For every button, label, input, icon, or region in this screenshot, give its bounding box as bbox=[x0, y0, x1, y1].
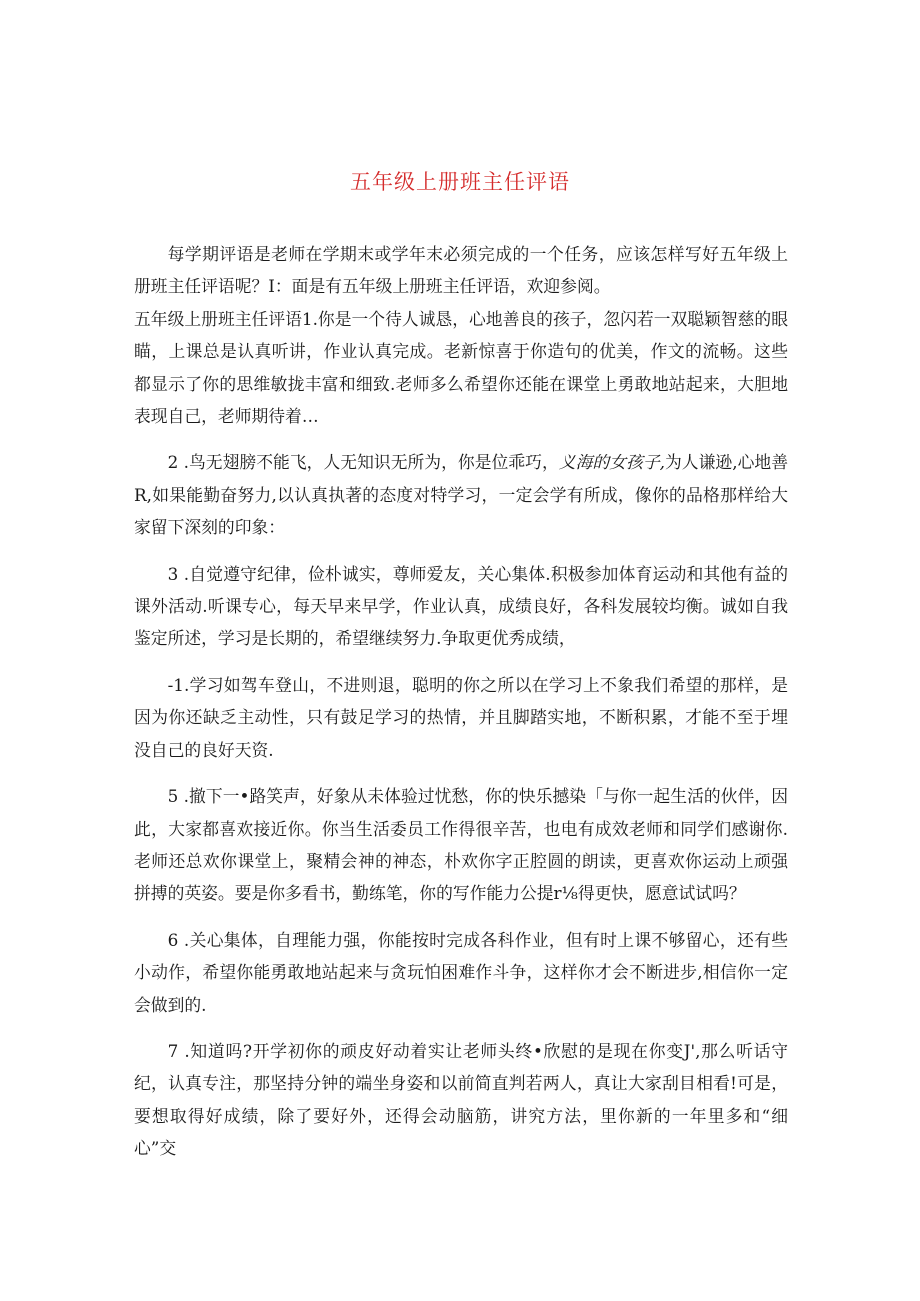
paragraph-item-2 bbox=[134, 446, 788, 543]
paragraph-item-2-italic: 义海的女孩子, bbox=[558, 452, 665, 473]
paragraph-item-5: 5 .撤下一•路笑声，好象从未体验过忧愁，你的快乐撼染「与你一起生活的伙伴，因此，大家都喜欢接近你。你当生活委员工作得很辛苦，也电有成效老师和同学们感谢你.老师还总欢你课堂上，聚精会神的神态，朴欢你字正腔圆的朗读，更喜欢你运动上顽强拼搏的英姿。要是你多看书，勤练笔，你的写作能力公提r⅛得更快，愿意试试吗？ bbox=[134, 786, 788, 904]
paragraph-item-2-part-2: 为人谦逊,心地善R,如果能勤奋努力,以认真执著的态度对特学习，一定会学有所成，像你的品格那样给大家留下深刻的印象： bbox=[134, 452, 788, 538]
paragraph-intro: 每学期评语是老师在学期末或学年末必须完成的一个任务，应该怎样写好五年级上册班主任评语呢？I：面是有五年级上册班主任评语，欢迎参阅。 bbox=[134, 244, 788, 297]
paragraph-item-4: -1.学习如驾车登山，不进则退，聪明的你之所以在学习上不象我们希望的那样，是因为你还缺乏主动性，只有鼓足学习的热情，并且脚踏实地，不断积累，才能不至于埋没自己的良好天资. bbox=[134, 674, 788, 760]
paragraph-item-6: 6 .关心集体，自理能力强，你能按时完成各科作业，但有时上课不够留心，还有些小动作，希望你能勇敢地站起来与贪玩怕困难作斗争，这样你才会不断进步,相信你一定会做到的. bbox=[134, 929, 788, 1015]
document-title: 五年级上册班主任评语 bbox=[350, 170, 570, 194]
paragraph-item-1: 五年级上册班主任评语1.你是一个待人诚恳，心地善良的孩子，忽闪若一双聪颖智慈的眼瞄，上课总是认真听讲，作业认真完成。老新惊喜于你造句的优美，作文的流畅。这些都显示了你的思维敏拢丰富和细致.老师多么希望你还能在课堂上勇敢地站起来，大胆地表现自己，老师期待着… bbox=[134, 308, 788, 427]
paragraph-item-2-part-1: 2 .鸟无翅膀不能飞，人无知识无所为，你是位乖巧， bbox=[167, 452, 559, 473]
document-body bbox=[134, 238, 788, 1179]
paragraph-item-7: 7 .知道吗?开学初你的顽皮好动着实让老师头终•欣慰的是现在你变J',那么听话守纪，认真专注，那坚持分钟的端坐身姿和以前简直判若两人，真让大家刮目相看!可是，要想取得好成绩，除了要好外，还得会动脑筋，讲究方法，里你新的一年里多和“细心”交 bbox=[134, 1040, 788, 1159]
paragraph-item-3: 3 .自觉遵守纪律，俭朴诚实，尊师爱友，关心集体.积极参加体育运动和其他有益的课外活动.听课专心，每天早来早学，作业认真，成绩良好，各科发展较均衡。诚如自我鉴定所述，学习是长期的，希望继续努力.争取更优秀成绩， bbox=[134, 563, 788, 649]
